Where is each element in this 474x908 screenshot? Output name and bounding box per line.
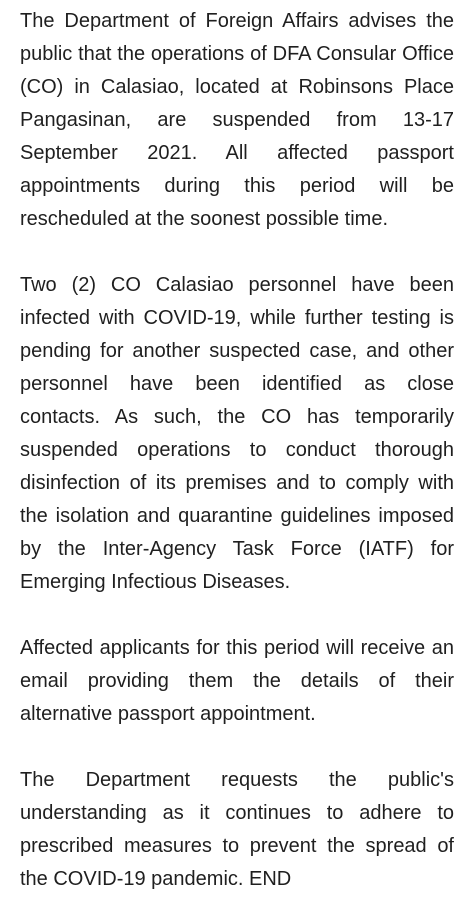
paragraph-affected-applicants: Affected applicants for this period will receive an email providing them the details of their alternative passport appointment.	[20, 637, 454, 725]
paragraph-closing-request: The Department requests the public's understanding as it continues to adhere to prescribed measures to prevent the spread of the COVID-19 pandemic. END	[20, 769, 454, 890]
paragraph-operations-suspended: The Department of Foreign Affairs advises the public that the operations of DFA Consular Office (CO) in Calasiao, located at Robinsons Place Pangasinan, are suspended from 13-17 September 2021. All affected passport appointments during this period will be rescheduled at the soonest possible time.	[20, 10, 454, 230]
advisory-document	[20, 5, 454, 896]
paragraph-covid-cases: Two (2) CO Calasiao personnel have been infected with COVID-19, while further testing is pending for another suspected case, and other personnel have been identified as close contacts. As such, the CO has temporarily suspended operations to conduct thorough disinfection of its premises and to comply with the isolation and quarantine guidelines imposed by the Inter-Agency Task Force (IATF) for Emerging Infectious Diseases.	[20, 274, 454, 593]
